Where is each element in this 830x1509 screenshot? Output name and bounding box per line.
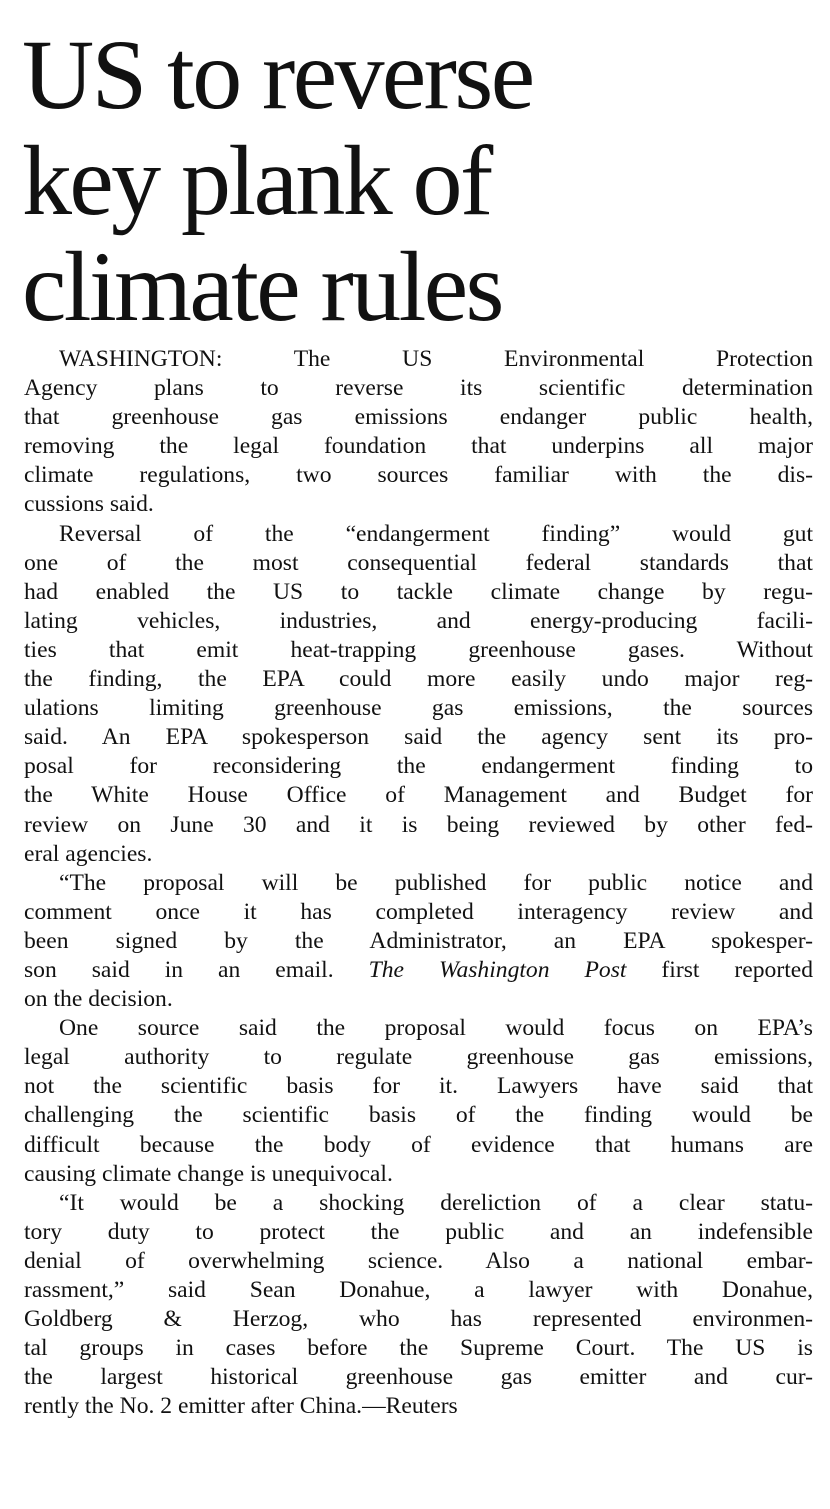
text-line: cussions said. (24, 491, 154, 518)
text-line: comment once it has completed interagency review and (24, 898, 813, 925)
text-line: One source said the proposal would focus on EPA’s (59, 1015, 813, 1042)
paragraph (24, 869, 813, 1014)
paragraph (24, 1014, 813, 1189)
paragraph (24, 520, 813, 869)
text-line: causing climate change is unequivocal. (24, 1160, 393, 1187)
text-line: not the scientific basis for it. Lawyers have said that (24, 1073, 813, 1100)
headline-line: US to reverse (22, 19, 533, 130)
text-line: ulations limiting greenhouse gas emissions, the sources (24, 695, 813, 722)
text-line: challenging the scientific basis of the finding would be (24, 1102, 813, 1129)
text-line: WASHINGTON: The US Environmental Protection (59, 346, 813, 372)
text-line: denial of overwhelming science. Also a national embar- (24, 1247, 813, 1274)
text-line: said. An EPA spokesperson said the agency sent its pro- (24, 724, 813, 751)
text-line: been signed by the Administrator, an EPA spokesper- (24, 927, 813, 954)
text-line: “It would be a shocking dereliction of a clear statu- (59, 1189, 813, 1216)
text-line: legal authority to regulate greenhouse gas emissions, (24, 1044, 813, 1071)
headline (22, 19, 812, 342)
text-line: climate regulations, two sources familiar with the dis- (24, 462, 813, 489)
text-line: Goldberg & Herzog, who has represented environmen- (24, 1306, 813, 1333)
headline-line: key plank of (22, 125, 491, 236)
text-line: Agency plans to reverse its scientific determination (24, 375, 813, 402)
text-line: review on June 30 and it is being reviewed by other fed- (24, 811, 813, 838)
text-line: rassment,” said Sean Donahue, a lawyer with Donahue, (24, 1277, 813, 1303)
paragraph (24, 345, 813, 520)
text-line: posal for reconsidering the endangerment finding to (24, 753, 813, 780)
text-line: lating vehicles, industries, and energy-producing facili- (24, 607, 813, 634)
text-line: tal groups in cases before the Supreme Court. The US is (24, 1335, 813, 1362)
headline-line: climate rules (22, 231, 502, 342)
text-line: one of the most consequential federal standards that (24, 549, 813, 576)
text-line: tory duty to protect the public and an indefensible (24, 1218, 813, 1245)
text-line: the largest historical greenhouse gas emitter and cur- (24, 1364, 813, 1391)
text-line: the White House Office of Management and Budget for (24, 782, 813, 809)
text-line: rently the No. 2 emitter after China.—Reuters (24, 1393, 458, 1420)
text-line: difficult because the body of evidence that humans are (24, 1131, 813, 1158)
text-line: removing the legal foundation that underpins all major (24, 433, 813, 460)
text-line: on the decision. (24, 986, 173, 1013)
text-line-with-italic (24, 956, 813, 985)
text-line: ties that emit heat-trapping greenhouse gases. Without (24, 636, 813, 663)
text-line: had enabled the US to tackle climate change by regu- (24, 578, 813, 605)
text-line: Reversal of the “endangerment finding” would gut (59, 520, 813, 547)
text-line: “The proposal will be published for public notice and (59, 869, 813, 896)
text-line: the finding, the EPA could more easily undo major reg- (24, 666, 813, 693)
text-line: that greenhouse gas emissions endanger public health, (24, 404, 813, 431)
text-run: son said in an email. (24, 956, 369, 983)
text-line: eral agencies. (24, 840, 153, 867)
paragraph (24, 1189, 813, 1422)
text-run: first reported (626, 956, 814, 983)
article-body (24, 345, 813, 1421)
publication-name: The Washington Post (368, 956, 627, 983)
